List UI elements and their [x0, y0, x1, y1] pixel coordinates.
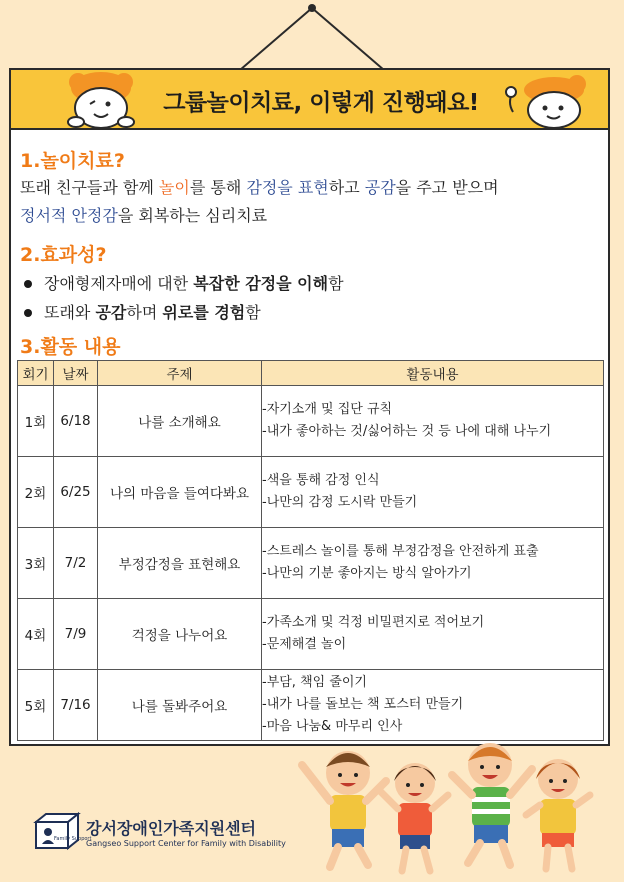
date-cell: 7/2 — [54, 528, 98, 599]
activity-line: -스트레스 놀이를 통해 부정감정을 안전하게 표출 — [262, 544, 539, 559]
organization-logo — [30, 808, 330, 858]
highlight-express-emotion: 감정을 표현 — [246, 178, 329, 197]
banner-title: 그룹놀이치료, 이렇게 진행돼요! — [163, 90, 479, 116]
activity-line: -나만의 감정 도시락 만들기 — [262, 495, 418, 510]
bold-segment: 위로를 경험 — [162, 303, 246, 322]
header-activities: 활동내용 — [262, 361, 604, 386]
list-item — [20, 269, 344, 298]
date-cell: 7/16 — [54, 670, 98, 741]
text-segment: 하며 — [126, 303, 163, 322]
activity-table — [17, 360, 604, 741]
header-date: 날짜 — [54, 361, 98, 386]
organization-name-english: Gangseo Support Center for Family with Disability — [86, 839, 286, 848]
activity-line: -내가 좋아하는 것/싫어하는 것 등 나에 대해 나누기 — [262, 424, 552, 439]
activity-line: -마음 나눔& 마무리 인사 — [262, 719, 403, 734]
activities-cell — [262, 386, 604, 457]
text-segment: 또래와 — [44, 303, 96, 322]
table-row — [18, 599, 604, 670]
activities-cell — [262, 457, 604, 528]
text-segment: 을 회복하는 심리치료 — [117, 206, 268, 225]
activities-cell — [262, 528, 604, 599]
kid-icon — [380, 763, 448, 871]
header-session: 회기 — [18, 361, 54, 386]
table-row — [18, 386, 604, 457]
session-cell: 2회 — [18, 457, 54, 528]
bold-segment: 복잡한 감정을 이해 — [193, 274, 329, 293]
nail-icon — [308, 4, 316, 12]
section-title-activities: 3.활동 내용 — [20, 336, 121, 358]
session-cell: 1회 — [18, 386, 54, 457]
date-cell: 7/9 — [54, 599, 98, 670]
activity-line: -문제해결 놀이 — [262, 637, 347, 652]
topic-cell: 부정감정을 표현해요 — [98, 528, 262, 599]
table-row — [18, 457, 604, 528]
kid-icon — [452, 743, 532, 865]
session-cell: 4회 — [18, 599, 54, 670]
title-banner — [11, 70, 608, 130]
list-item — [20, 298, 344, 327]
topic-cell: 걱정을 나누어요 — [98, 599, 262, 670]
activities-cell — [262, 599, 604, 670]
poster-board — [9, 68, 610, 746]
topic-cell: 나의 마음을 들여다봐요 — [98, 457, 262, 528]
jumping-kids-illustration — [290, 735, 610, 880]
peeking-character-icon — [56, 70, 146, 128]
text-segment: 을 주고 받으며 — [395, 178, 499, 197]
highlight-play: 놀이 — [158, 178, 190, 197]
topic-cell: 나를 돌봐주어요 — [98, 670, 262, 741]
section-title-play-therapy: 1.놀이치료? — [20, 150, 125, 172]
highlight-emotional-stability: 정서적 안정감 — [20, 206, 118, 225]
header-topic: 주제 — [98, 361, 262, 386]
table-header-row — [18, 361, 604, 386]
family-support-logo-icon — [30, 810, 92, 854]
activity-line: -색을 통해 감정 인식 — [262, 473, 380, 488]
date-cell: 6/18 — [54, 386, 98, 457]
activity-line: -자기소개 및 집단 규칙 — [262, 402, 393, 417]
play-therapy-description — [20, 174, 605, 230]
date-cell: 6/25 — [54, 457, 98, 528]
activity-line: -나만의 기분 좋아지는 방식 알아가기 — [262, 566, 472, 581]
section-title-effectiveness: 2.효과성? — [20, 244, 107, 266]
effectiveness-list — [20, 269, 344, 327]
activity-line: -부담, 책임 줄이기 — [262, 675, 367, 690]
table-row — [18, 528, 604, 599]
table-row — [18, 670, 604, 741]
text-segment: 또래 친구들과 함께 — [20, 178, 159, 197]
text-segment: 함 — [328, 274, 344, 293]
activity-line: -내가 나를 돌보는 책 포스터 만들기 — [262, 697, 464, 712]
kid-icon — [526, 759, 590, 869]
text-segment: 장애형제자매에 대한 — [44, 274, 194, 293]
text-segment: 를 통해 — [189, 178, 247, 197]
waving-character-icon — [499, 76, 594, 128]
bold-segment: 공감 — [95, 303, 127, 322]
session-cell: 5회 — [18, 670, 54, 741]
session-cell: 3회 — [18, 528, 54, 599]
text-segment: 하고 — [328, 178, 365, 197]
activity-line: -가족소개 및 걱정 비밀편지로 적어보기 — [262, 615, 485, 630]
logo-mark-text: Family Support — [54, 836, 92, 842]
text-segment: 함 — [245, 303, 261, 322]
organization-name: 강서장애인가족지원센터 — [86, 819, 257, 838]
topic-cell: 나를 소개해요 — [98, 386, 262, 457]
activities-cell — [262, 670, 604, 741]
highlight-empathy: 공감 — [364, 178, 396, 197]
